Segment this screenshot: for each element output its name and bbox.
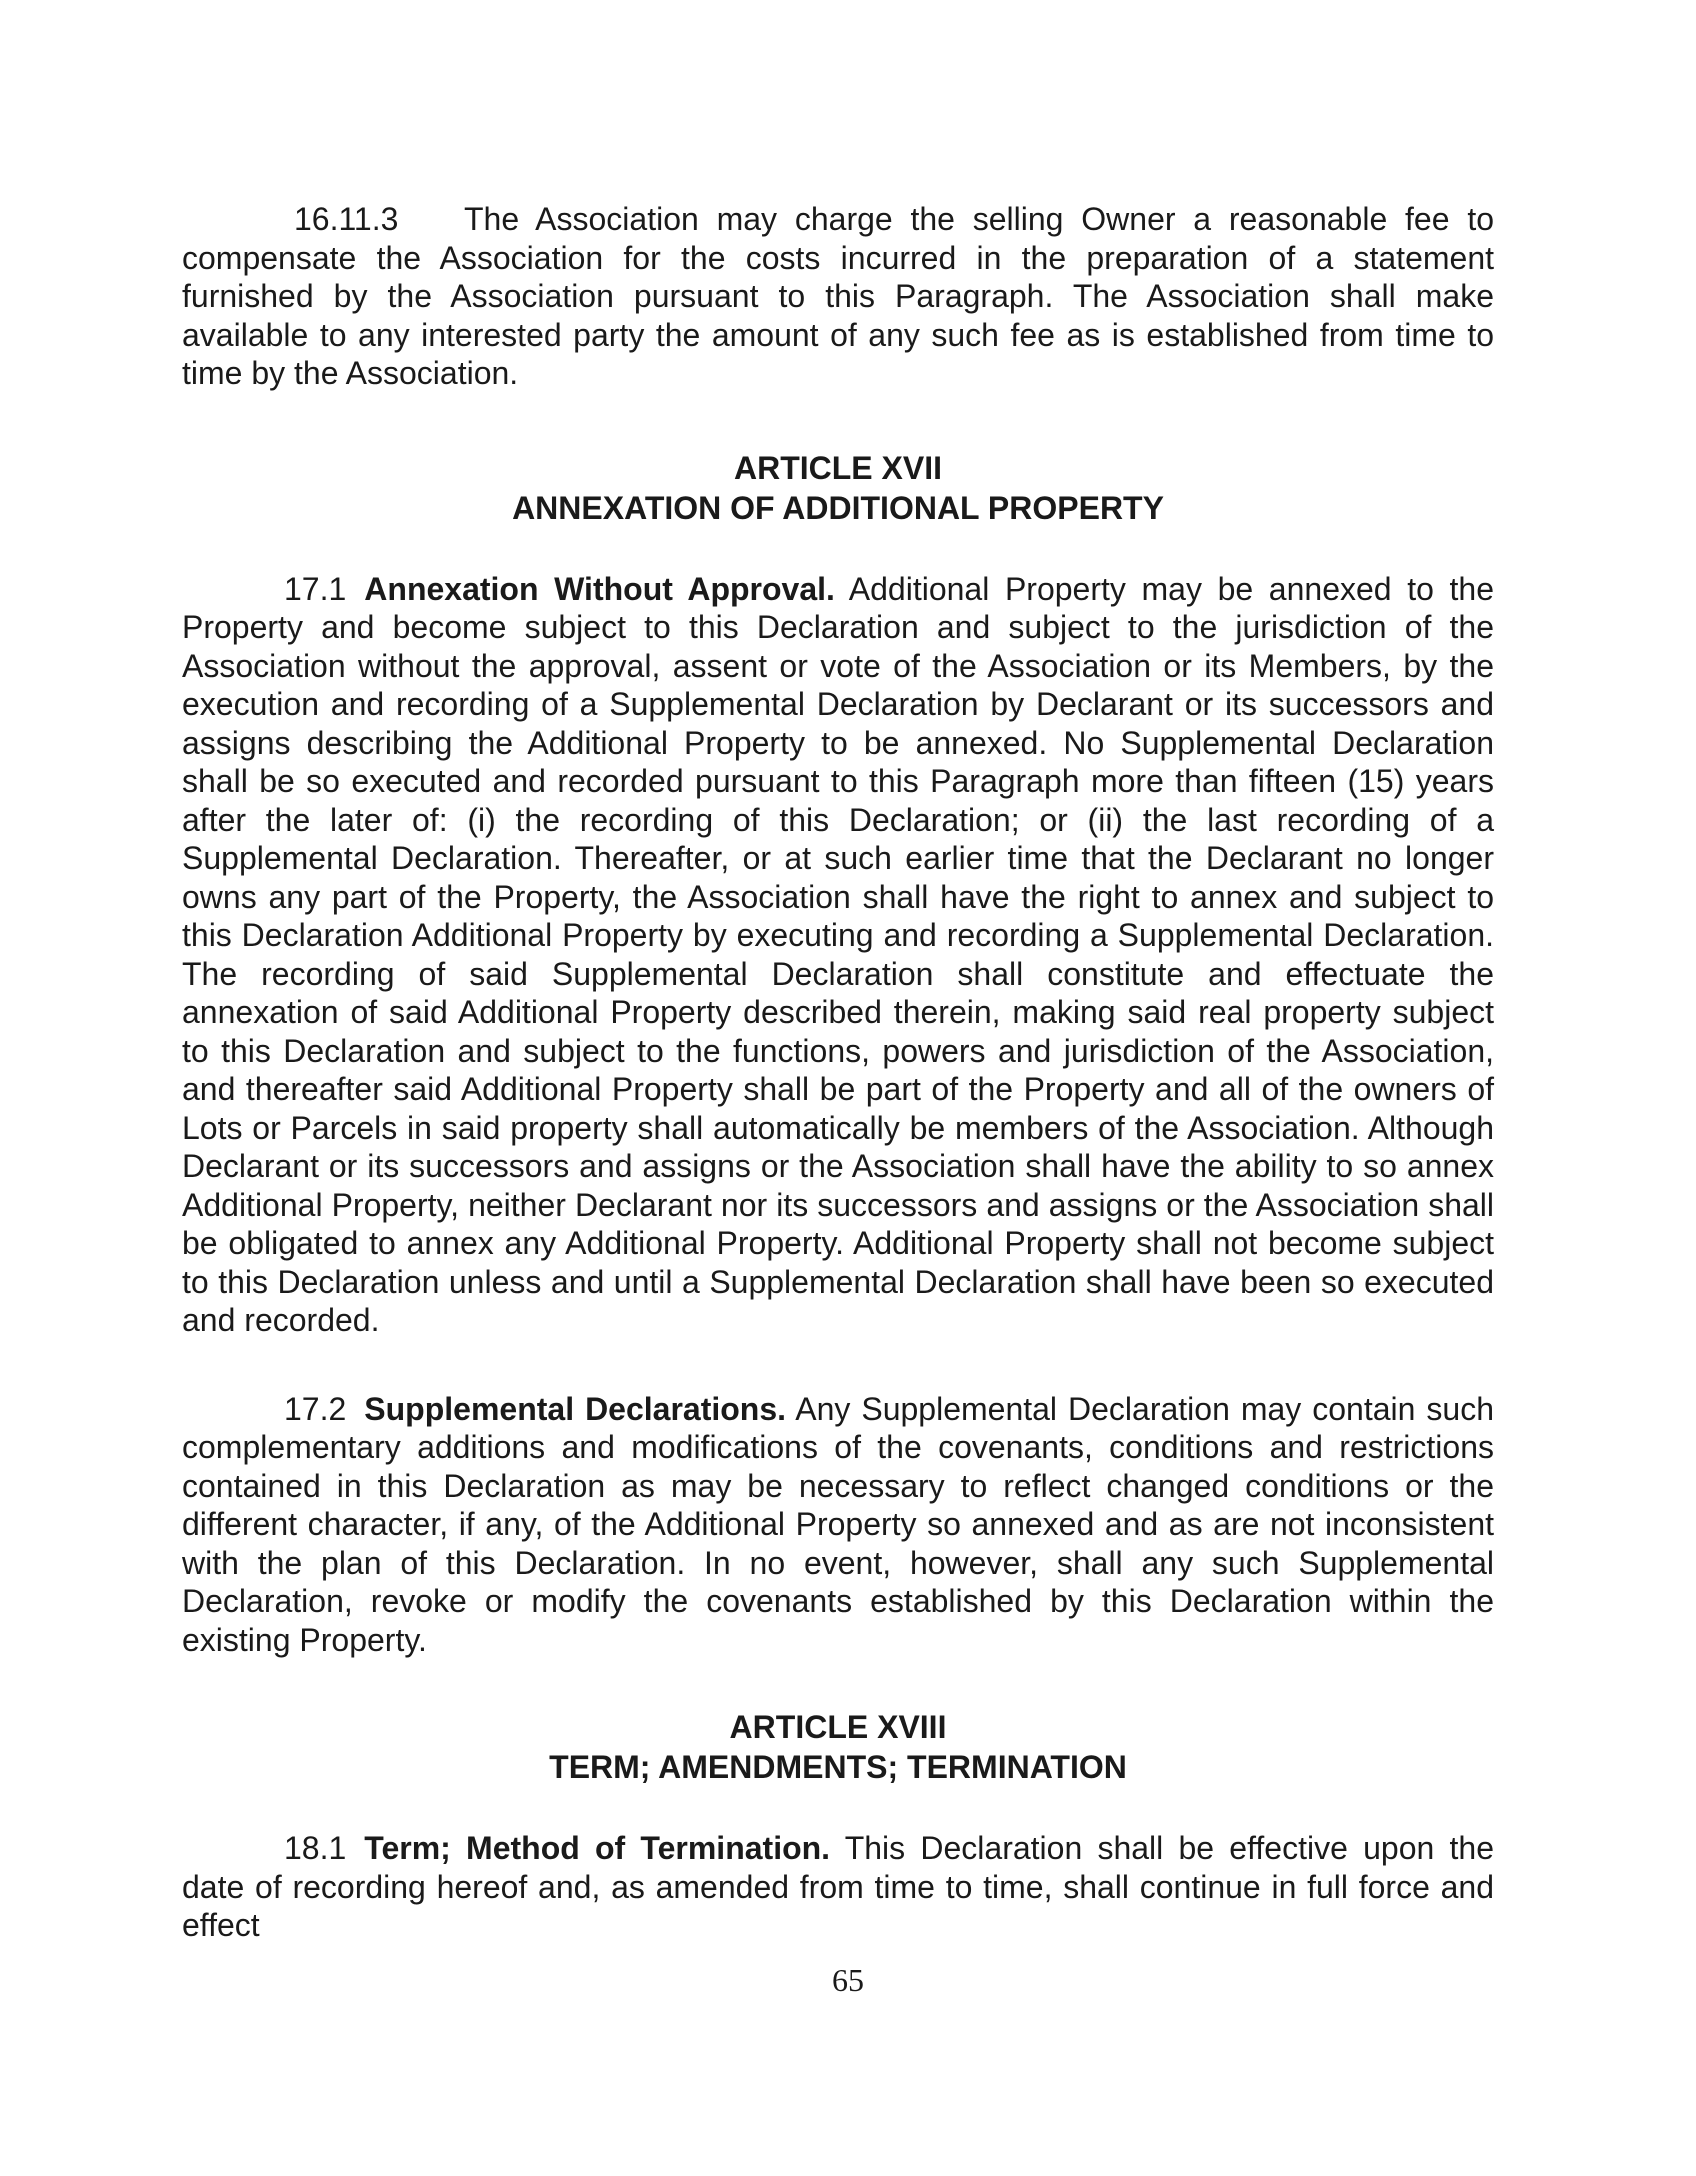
article-heading: ARTICLE XVII [733, 449, 942, 486]
paragraph-text: The Association may charge the selling Owner a reasonable fee to compensate the Association for the costs incurred in the preparation of a statement furnished by the Association pursuant to this Paragraph. The Association shall make available to any interested party the amount of any such fee as is established from time to time by the Association. [182, 201, 1494, 391]
section-number: 16.11.3 [294, 201, 399, 237]
section-title: Supplemental Declarations. [364, 1390, 787, 1427]
article-subheading: TERM; AMENDMENTS; TERMINATION [549, 1749, 1127, 1785]
section-title: Term; Method of Termination. [364, 1830, 831, 1866]
section-number: 17.1 [284, 570, 347, 607]
paragraph-text: This Declaration shall be effective upon the date of recording hereof and, as amended from time to time, shall continue in full force and effect [182, 1830, 1494, 1943]
article-heading: ARTICLE XVIII [729, 1709, 947, 1745]
paragraph-18-1 [182, 1829, 1494, 1945]
paragraph-text: Additional Property may be annexed to the Property and become subject to this Declaration and subject to the jurisdiction of the Association without the approval, assent or vote of the Association or its Members, by the execution and recording of a Supplemental Declaration by Declarant or its successors and assigns describing the Additional Property to be annexed. No Supplemental Declaration shall be so executed and recorded pursuant to this Paragraph more than fifteen (15) years after the later of: (i) the recording of this Declaration; or (ii) the last recording of a Supplemental Declaration. Thereafter, or at such earlier time that the Declarant no longer owns any part of the Property, the Association shall have the right to annex and subject to this Declaration Additional Property by executing and recording a Supplemental Declaration. The recording of said Supplemental Declaration shall constitute and effectuate the annexation of said Additional Property described therein, making said real property subject to this Declaration and subject to the functions, powers and jurisdiction of the Association, and thereafter said Additional Property shall be part of the Property and all of the owners of Lots or Parcels in said property shall automatically be members of the Association. Although Declarant or its successors and assigns or the Association shall have the ability to so annex Additional Property, neither Declarant nor its successors and assigns or the Association shall be obligated to annex any Additional Property. Additional Property shall not become subject to this Declaration unless and until a Supplemental Declaration shall have been so executed and recorded. [182, 570, 1495, 1338]
section-number: 18.1 [284, 1830, 347, 1866]
article-18-header [182, 1707, 1494, 1787]
article-17-header [182, 448, 1494, 528]
paragraph-16-11-3 [182, 200, 1494, 393]
paragraph-17-2 [182, 1390, 1494, 1660]
page-number: 65 [832, 1962, 864, 1998]
article-subheading: ANNEXATION OF ADDITIONAL PROPERTY [512, 489, 1164, 526]
paragraph-17-1 [182, 570, 1494, 1340]
document-page [182, 200, 1494, 1945]
paragraph-text: Any Supplemental Declaration may contain such complementary additions and modifications of the covenants, conditions and restrictions contained in this Declaration as may be necessary to reflect changed conditions or the different character, if any, of the Additional Property so annexed and as are not inconsistent with the plan of this Declaration. In no event, however, shall any such Supplemental Declaration, revoke or modify the covenants established by this Declaration within the existing Property. [182, 1390, 1494, 1658]
section-number: 17.2 [284, 1390, 347, 1427]
section-title: Annexation Without Approval. [364, 570, 835, 607]
